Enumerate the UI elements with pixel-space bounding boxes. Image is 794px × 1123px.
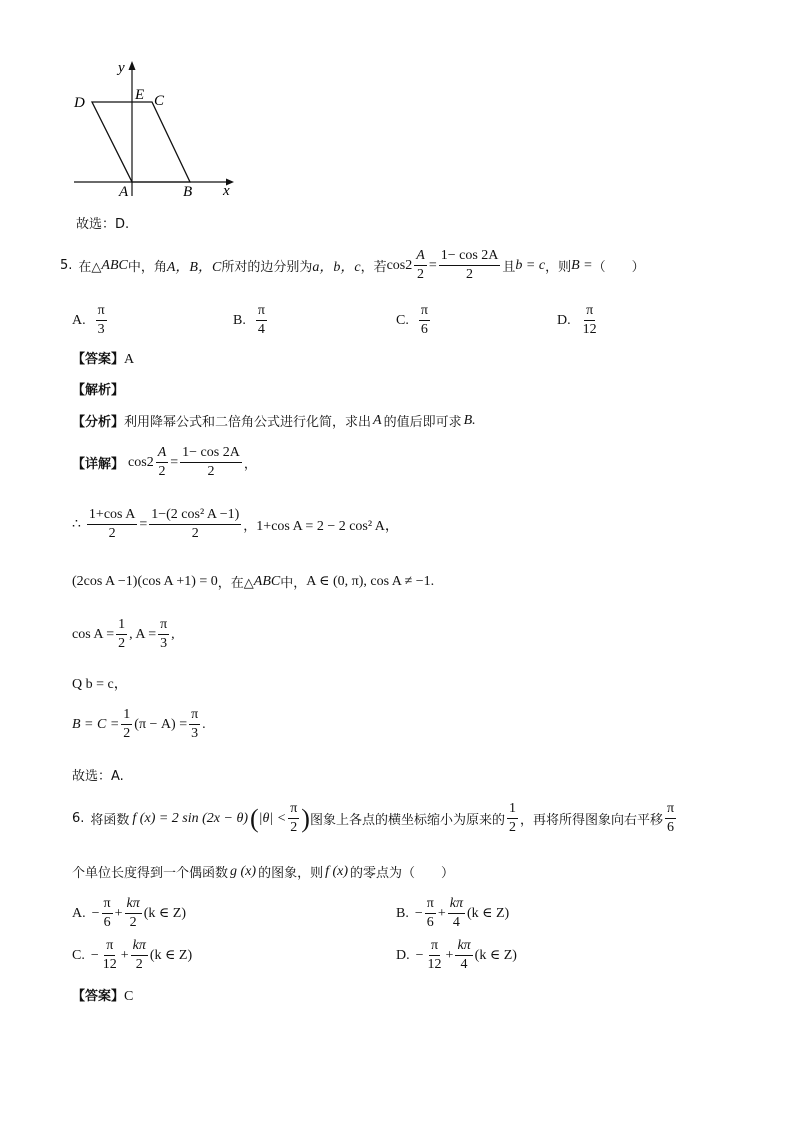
geometry-figure: [66, 56, 246, 204]
q5-option-c: C. $\frac{\pi}{6}$: [396, 303, 428, 338]
q5-triangle: ABC: [101, 257, 128, 273]
q6-option-c: C. − $\frac{\pi}{12}$ + $\frac{k\pi}{2}$ (k ∈ Z): [72, 938, 193, 973]
label-a: A: [119, 184, 129, 200]
parallelogram-abcd: [92, 102, 190, 182]
q5-option-b: B. $\frac{\pi}{4}$: [233, 303, 265, 338]
label-y: y: [118, 60, 125, 76]
q5-step-2: (2cos A −1)(cos A +1) = 0 ，在△ ABC 中， A ∈ (0, π), cos A ≠ −1.: [72, 573, 435, 591]
q5-option-a: A. $\frac{\pi}{3}$: [72, 303, 105, 338]
q5-sq: 2: [405, 257, 413, 273]
q5-b-eq: B =: [571, 257, 593, 273]
q5-half-angle: $\frac{A}{2}$: [416, 248, 425, 283]
q5-text-5: 且: [502, 260, 516, 276]
q6-answer: 【答案】C: [72, 989, 134, 1004]
q5-step-5: B = C = $\frac{1}{2}$ (π − A) = $\frac{\pi}{3}$ .: [72, 707, 206, 742]
q5-sides: a，b，c: [312, 259, 361, 275]
q6-stem-line-1: 6. 将函数 f (x) = 2 sin (2x − θ) ( |θ| < $\frac{\pi}{2}$ ) 图象上各点的横坐标缩小为原来的 $\frac{1}{2}$ ，再将所得图象向右平移 $\frac{\pi}{6}$: [72, 801, 675, 836]
q5-cos: cos: [386, 257, 406, 273]
prev-conclusion: 故选：D.: [76, 217, 130, 232]
q6-stem-line-2: 个单位长度得到一个偶函数 g (x) 的图象，则 f (x) 的零点为（ ）: [72, 863, 455, 881]
q5-stem: 5. 在△ ABC 中，角 A，B，C 所对的边分别为 a，b，c ，若 cos 2 $\frac{A}{2}$ = $\frac{1- \cos 2A}{2}$ 且 b = c ，则 B = （ ）: [60, 248, 645, 283]
q5-angles: A，B，C: [166, 259, 222, 275]
q5-number: 5.: [60, 258, 73, 274]
q5-step-1: ∴ $\frac{\text{1+cos A}}{2}$ = $\frac{\text{1−(2 cos² A −1)}}{2}$ ， 1+cos A = 2 − 2 cos² A，: [72, 507, 399, 542]
label-x: x: [223, 183, 230, 199]
q5-text-4: ，若: [360, 260, 387, 276]
y-axis-arrow: [129, 61, 136, 70]
q5-rhs-fraction: $\frac{1- \cos 2A}{2}$: [440, 248, 499, 283]
q6-option-a: A. − $\frac{\pi}{6}$ + $\frac{k\pi}{2}$ (k ∈ Z): [72, 896, 186, 931]
label-e: E: [135, 87, 145, 103]
q5-answer: 【答案】A: [72, 352, 135, 367]
q5-detail-line: 【详解】 cos 2 $\frac{A}{2}$ = $\frac{1- \cos 2A}{2}$ ，: [72, 445, 257, 480]
q5-analysis-tag: 【解析】: [72, 383, 125, 398]
q5-conclusion: 故选：A.: [72, 769, 124, 784]
q5-blank: （ ）: [592, 260, 645, 276]
q5-text-2: 中，角: [127, 260, 167, 276]
q6-option-b: B. − $\frac{\pi}{6}$ + $\frac{k\pi}{4}$ (k ∈ Z): [396, 896, 510, 931]
q5-text-6: ，则: [545, 260, 572, 276]
q5-fenxi: 【分析】 利用降幂公式和二倍角公式进行化简，求出 A 的值后即可求 B.: [72, 412, 476, 430]
q6-option-d: D. − $\frac{\pi}{12}$ + $\frac{k\pi}{4}$ (k ∈ Z): [396, 938, 517, 973]
label-d: D: [74, 95, 85, 111]
q5-step-4: Q b = c，: [72, 677, 128, 692]
q5-text-1: 在△: [78, 260, 102, 276]
q5-condition: b = c: [515, 257, 546, 273]
q5-text-3: 所对的边分别为: [221, 260, 313, 276]
label-b: B: [183, 184, 193, 200]
q5-step-3: cos A = $\frac{1}{2}$ , A = $\frac{\pi}{3}$ ,: [72, 617, 175, 652]
q5-option-d: D. $\frac{\pi}{12}$: [557, 303, 597, 338]
label-c: C: [154, 93, 165, 109]
